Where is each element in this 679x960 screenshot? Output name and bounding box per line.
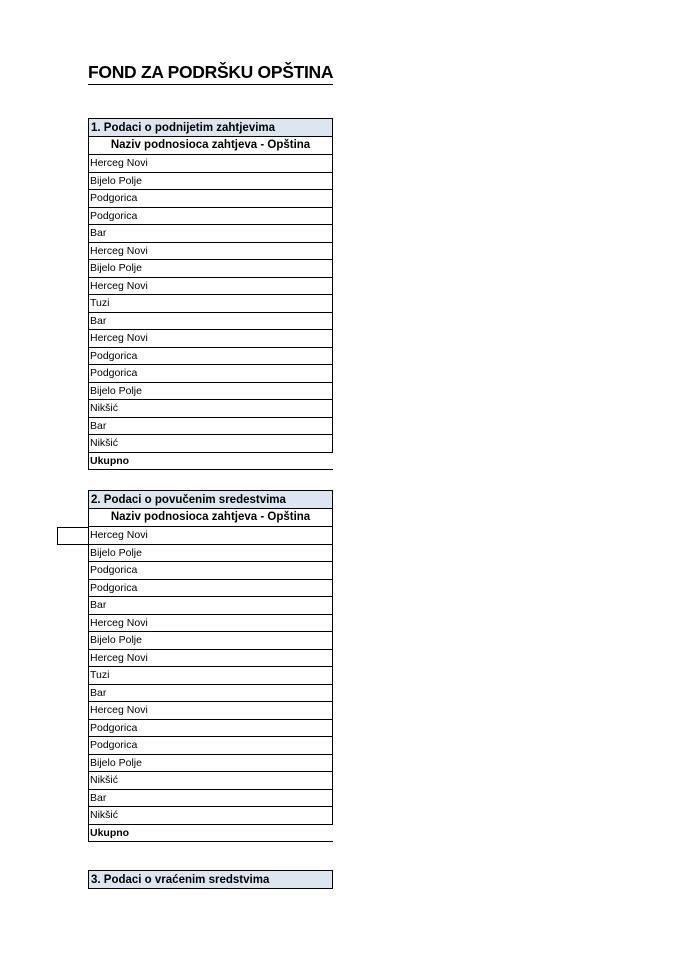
table-row[interactable]: Bijelo Polje [88,632,333,650]
table-row[interactable]: Podgorica [88,562,333,580]
table-row[interactable]: Bijelo Polje [88,260,333,278]
table-row[interactable]: Nikšić [88,807,333,825]
section-submitted-requests [88,118,333,470]
total-row: Ukupno [88,825,333,843]
table-row[interactable]: Podgorica [88,737,333,755]
table-row[interactable]: Bijelo Polje [88,383,333,401]
table-row[interactable]: Nikšić [88,400,333,418]
table-row[interactable]: Herceg Novi [88,243,333,261]
section-heading: 2. Podaci o povučenim sredestvima [88,490,333,509]
total-row: Ukupno [88,453,333,471]
table-row[interactable]: Herceg Novi [88,278,333,296]
table-row[interactable]: Bijelo Polje [88,173,333,191]
table-row[interactable]: Tuzi [88,667,333,685]
table-row[interactable]: Nikšić [88,772,333,790]
section-returned-funds [88,870,333,889]
table-row[interactable]: Bar [88,685,333,703]
table-row[interactable]: Bar [88,225,333,243]
table-row[interactable]: Podgorica [88,365,333,383]
table-row[interactable]: Herceg Novi [88,330,333,348]
section-heading: 3. Podaci o vraćenim sredstvima [88,870,333,889]
table-row[interactable]: Bar [88,597,333,615]
table-row[interactable]: Herceg Novi [88,702,333,720]
table-row[interactable]: Bar [88,418,333,436]
column-header: Naziv podnosioca zahtjeva - Opština [88,509,333,527]
table-row[interactable]: Podgorica [88,580,333,598]
table-row[interactable]: Bijelo Polje [88,755,333,773]
section-withdrawn-funds [88,490,333,842]
page-title: FOND ZA PODRŠKU OPŠTINA [88,60,333,85]
table-row[interactable]: Tuzi [88,295,333,313]
table-row[interactable]: Podgorica [88,720,333,738]
column-header: Naziv podnosioca zahtjeva - Opština [88,137,333,155]
cell-selection-indicator[interactable] [57,527,89,545]
table-row[interactable]: Podgorica [88,208,333,226]
table-body [88,527,333,825]
table-row[interactable]: Bar [88,313,333,331]
table-row[interactable]: Podgorica [88,190,333,208]
section-heading: 1. Podaci o podnijetim zahtjevima [88,118,333,137]
table-body [88,155,333,453]
table-row[interactable]: Bar [88,790,333,808]
table-row[interactable]: Bijelo Polje [88,545,333,563]
table-row[interactable]: Nikšić [88,435,333,453]
table-row[interactable]: Herceg Novi [88,155,333,173]
table-row[interactable]: Herceg Novi [88,650,333,668]
table-row[interactable]: Herceg Novi [88,615,333,633]
table-row[interactable]: Podgorica [88,348,333,366]
table-row[interactable]: Herceg Novi [88,527,333,545]
